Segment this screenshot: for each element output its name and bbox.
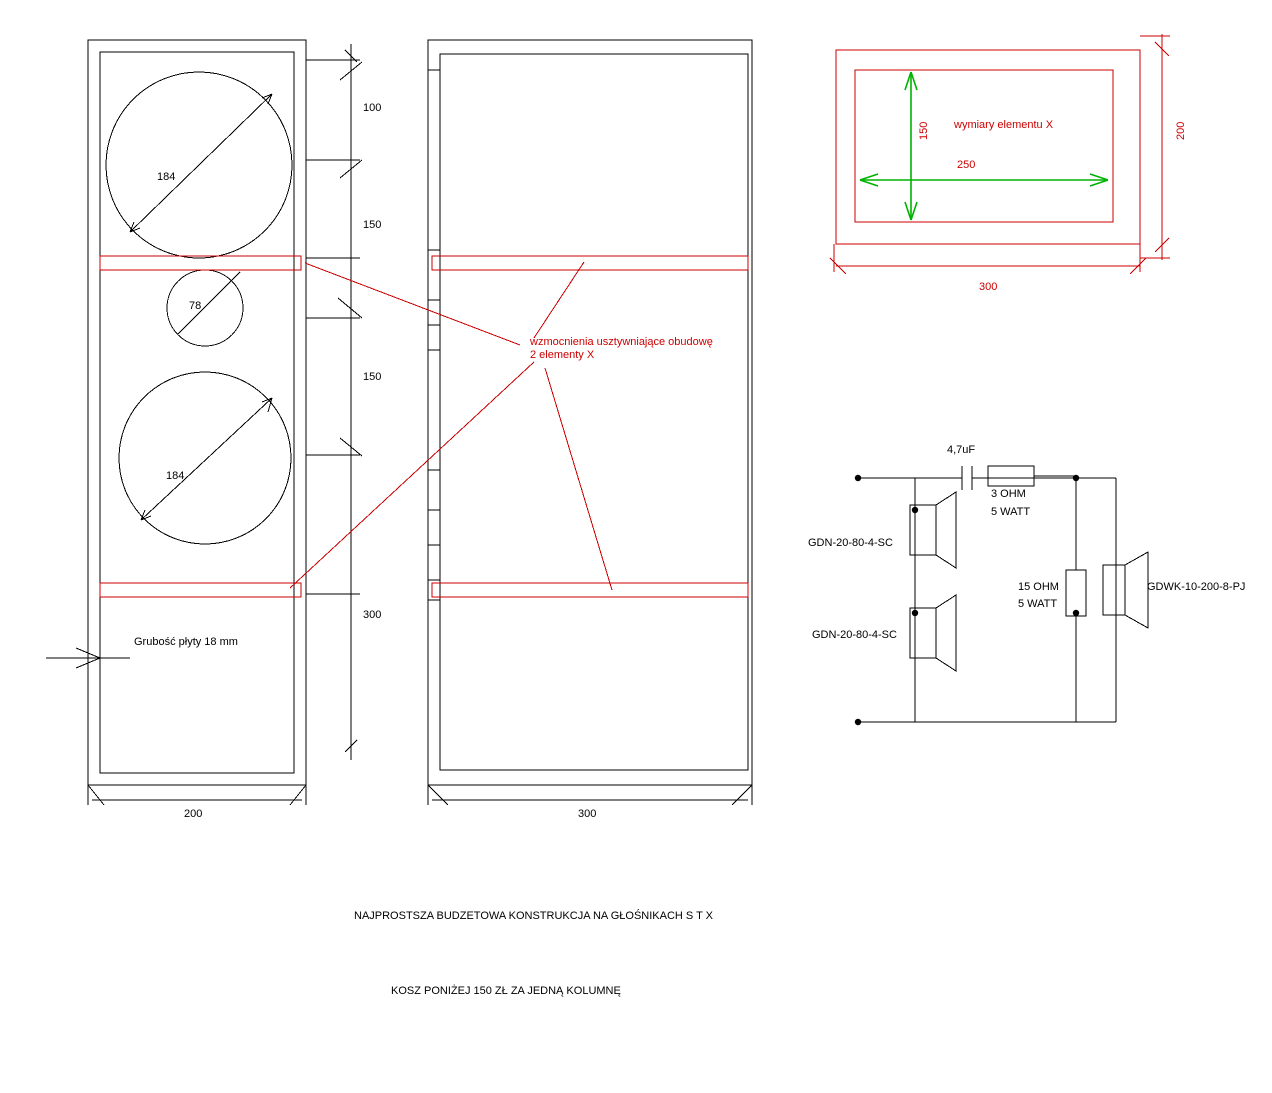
side-view-width-label: 300	[578, 808, 597, 820]
element-x-inner-height-label: 150	[918, 121, 930, 140]
tweeter-label: GDWK-10-200-8-PJ	[1147, 581, 1246, 593]
driver-2-cone	[936, 595, 956, 671]
woofer-top-diameter-line	[130, 94, 272, 232]
midrange-diameter-label: 78	[189, 300, 202, 312]
front-view-inner-box	[100, 52, 294, 773]
front-brace-lower	[100, 583, 301, 597]
brace-leader-1	[290, 362, 534, 588]
crossover-wiring	[858, 466, 1148, 722]
woofer-bottom-diameter-label: 184	[166, 470, 185, 482]
driver-2-label: GDN-20-80-4-SC	[812, 629, 897, 641]
element-x-caption: wymiary elementu X	[954, 119, 1054, 131]
title-line-2: KOSZ PONIŻEJ 150 ZŁ ZA JEDNĄ KOLUMNĘ	[391, 985, 621, 997]
element-x-outer-height-label: 200	[1175, 121, 1187, 140]
panel-thickness-note: Grubość płyty 18 mm	[134, 636, 238, 648]
element-x-outer-rect	[836, 50, 1140, 244]
tweeter-cone	[1125, 552, 1148, 628]
element-x-inner-dimensions	[860, 72, 1108, 220]
brace-leader-4	[545, 368, 612, 590]
resistor-3ohm-value: 3 OHM	[991, 488, 1026, 500]
element-x-inner-width-label: 250	[957, 159, 976, 171]
woofer-bottom-diameter-line	[141, 398, 272, 520]
resistor-15ohm-power: 5 WATT	[1018, 598, 1058, 610]
side-view-outer-box	[428, 40, 752, 785]
dim-150-lower: 150	[363, 371, 382, 383]
front-view-outer-box	[88, 40, 306, 785]
resistor-3ohm-power: 5 WATT	[991, 506, 1031, 518]
dim-300-height: 300	[363, 609, 382, 621]
brace-note-line-2: 2 elementy X	[530, 349, 595, 361]
element-x-outer-width-label: 300	[979, 281, 998, 293]
woofer-top-diameter-label: 184	[157, 171, 176, 183]
resistor-15ohm-value: 15 OHM	[1018, 581, 1059, 593]
tweeter-body	[1103, 565, 1125, 615]
brace-note-line-1: wzmocnienia usztywniające obudowę	[530, 336, 713, 348]
side-view-inner-box	[440, 54, 748, 770]
front-view-width-label: 200	[184, 808, 203, 820]
driver-1-label: GDN-20-80-4-SC	[808, 537, 893, 549]
brace-leader-3	[534, 262, 584, 338]
resistor-3ohm	[988, 466, 1034, 486]
element-x-box	[830, 34, 1170, 274]
driver-1-cone	[936, 492, 956, 568]
brace-leader-2	[305, 263, 520, 345]
element-x-inner-rect	[855, 70, 1113, 222]
title-line-1: NAJPROSTSZA BUDZETOWA KONSTRUKCJA NA GŁOŚNIKACH S T X	[354, 910, 714, 922]
side-brace-upper	[432, 256, 748, 270]
midrange-diameter-line	[178, 272, 240, 334]
midrange-circle	[167, 270, 243, 346]
side-brace-lower	[432, 583, 748, 597]
resistor-15ohm	[1066, 570, 1086, 616]
dim-150-upper: 150	[363, 219, 382, 231]
dim-top-spacing: 100	[363, 102, 382, 114]
capacitor-label: 4,7uF	[947, 444, 976, 456]
